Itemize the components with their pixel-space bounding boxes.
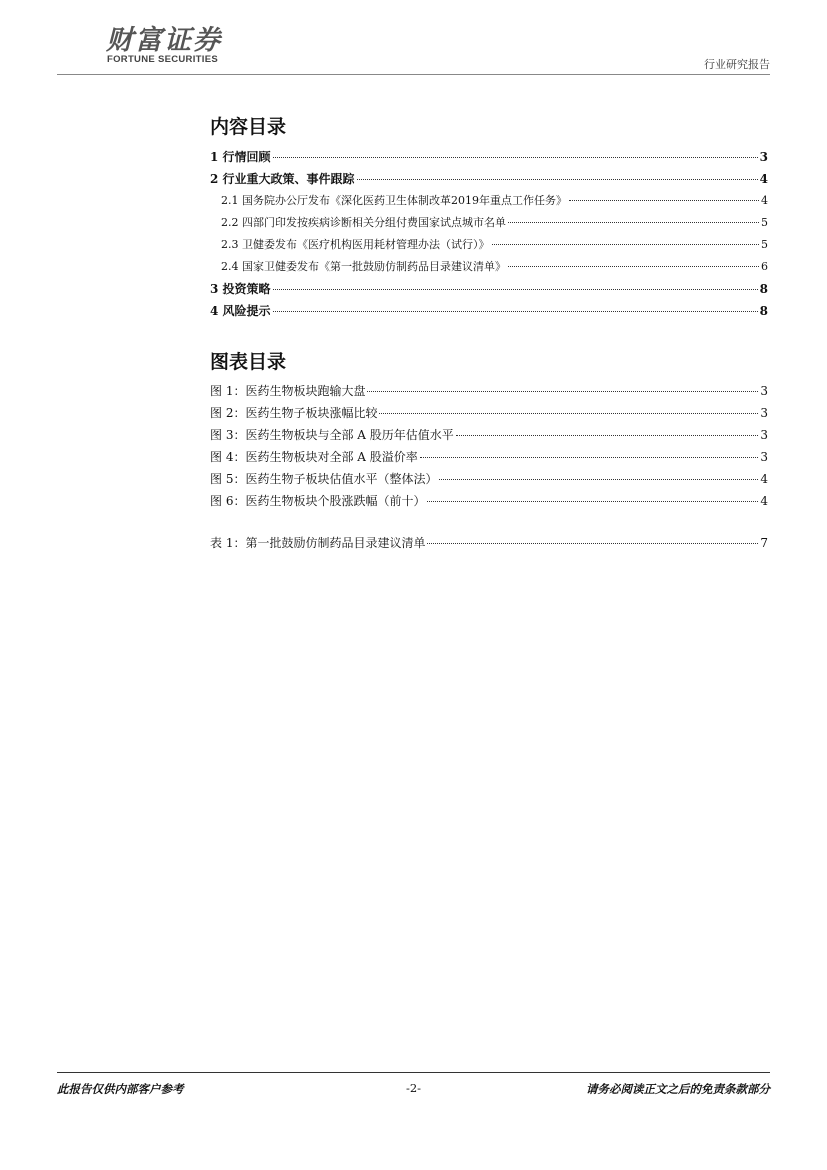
figure-entry[interactable]: 图 4：医药生物板块对全部 A 股溢价率 3 — [210, 450, 768, 464]
toc-entry[interactable]: 2 行业重大政策、事件跟踪 4 — [210, 172, 768, 186]
dot-leader — [508, 222, 759, 223]
dot-leader — [420, 457, 759, 458]
dot-leader — [273, 289, 758, 290]
figure-entry[interactable]: 图 1：医药生物板块跑输大盘 3 — [210, 384, 768, 398]
toc-title: 内容目录 — [210, 116, 287, 138]
dot-leader — [508, 266, 759, 267]
dot-leader — [456, 435, 759, 436]
dot-leader — [379, 413, 758, 414]
figure-entry[interactable]: 图 5：医药生物子板块估值水平（整体法） 4 — [210, 472, 768, 486]
figures-list — [210, 380, 768, 512]
toc-entry[interactable]: 4 风险提示 8 — [210, 304, 768, 318]
figure-entry[interactable]: 图 6：医药生物板块个股涨跌幅（前十） 4 — [210, 494, 768, 508]
toc-subentry[interactable]: 2.3 卫健委发布《医疗机构医用耗材管理办法（试行）》 5 — [221, 238, 768, 251]
header-divider — [57, 74, 770, 75]
document-type: 行业研究报告 — [704, 58, 770, 71]
footer-divider — [57, 1072, 770, 1073]
dot-leader — [439, 479, 758, 480]
tables-list — [210, 532, 768, 554]
dot-leader — [273, 311, 758, 312]
dot-leader — [367, 391, 758, 392]
figures-title: 图表目录 — [210, 351, 287, 373]
company-logo-english: FORTUNE SECURITIES — [107, 54, 218, 65]
page-number: -2- — [405, 1081, 422, 1095]
footer-disclaimer-left: 此报告仅供内部客户参考 — [57, 1082, 184, 1096]
dot-leader — [569, 200, 759, 201]
dot-leader — [357, 179, 758, 180]
figure-entry[interactable]: 图 2：医药生物子板块涨幅比较 3 — [210, 406, 768, 420]
footer-disclaimer-right: 请务必阅读正文之后的免责条款部分 — [586, 1082, 770, 1096]
dot-leader — [427, 543, 758, 544]
dot-leader — [427, 501, 758, 502]
toc-entry[interactable]: 1 行情回顾 3 — [210, 150, 768, 164]
table-entry[interactable]: 表 1：第一批鼓励仿制药品目录建议清单 7 — [210, 536, 768, 550]
toc-subentry[interactable]: 2.2 四部门印发按疾病诊断相关分组付费国家试点城市名单 5 — [221, 216, 768, 229]
toc-list — [210, 146, 768, 322]
dot-leader — [273, 157, 758, 158]
toc-subentry[interactable]: 2.1 国务院办公厅发布《深化医药卫生体制改革2019年重点工作任务》 4 — [221, 194, 768, 207]
company-logo: 财富证券 — [106, 25, 222, 56]
figure-entry[interactable]: 图 3：医药生物板块与全部 A 股历年估值水平 3 — [210, 428, 768, 442]
toc-subentry[interactable]: 2.4 国家卫健委发布《第一批鼓励仿制药品目录建议清单》 6 — [221, 260, 768, 273]
toc-entry[interactable]: 3 投资策略 8 — [210, 282, 768, 296]
dot-leader — [492, 244, 760, 245]
